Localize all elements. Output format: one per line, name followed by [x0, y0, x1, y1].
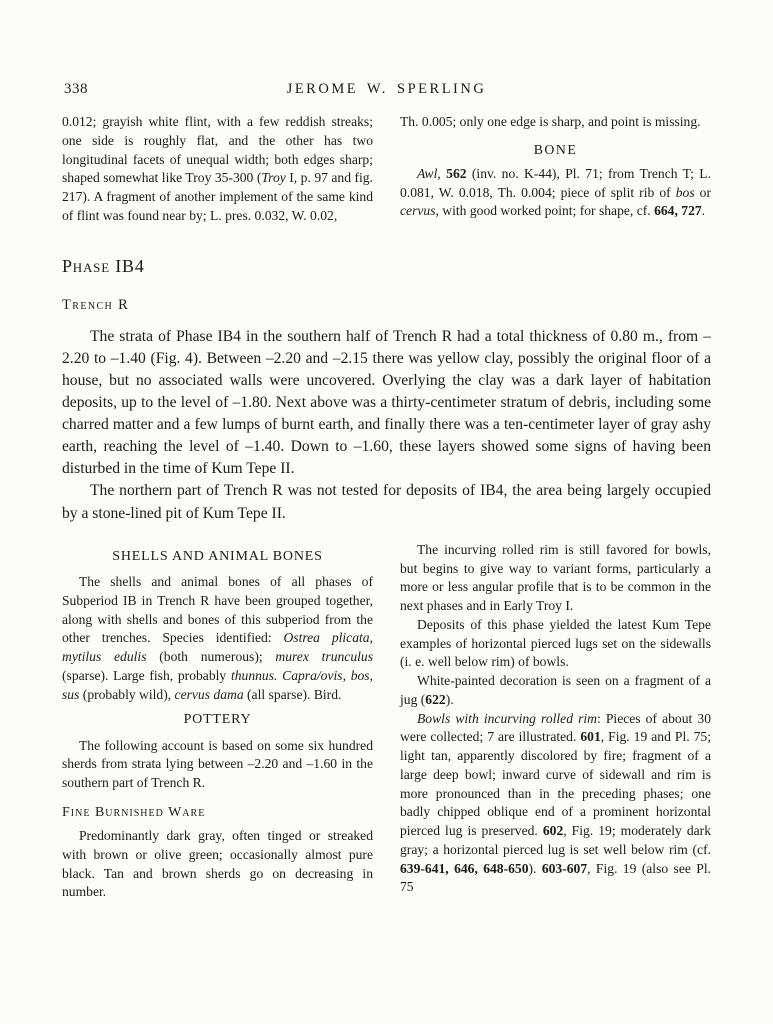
shells-paragraph: The shells and animal bones of all phases of Subperiod IB in Trench R have been grouped together, along with shells and bones of this subperiod from the other trenches. Species identified: Ostrea plicata, mytilus edulis (both numerous); murex trunculus (sparse). Large fish, probably thunnus. Capra/ovis, bos, sus (probably wild), cervus dama (all sparse). Bird.: [62, 574, 373, 702]
shells-heading: SHELLS AND ANIMAL BONES: [112, 548, 323, 564]
bone-heading: BONE: [533, 141, 578, 157]
top-right-column: [400, 113, 711, 226]
fine-burnished-ware-heading: Fine Burnished Ware: [62, 804, 206, 820]
lower-right-column: [400, 541, 711, 902]
flint-description-paragraph: 0.012; grayish white flint, with a few reddish streaks; one side is roughly flat, and the other has two longitudinal facets of unequal width; both edges sharp; shaped somewhat like Troy 35-300 (Troy I, p. 97 and fig. 217). A fragment of another implement of the same kind of flint was found near by; L. pres. 0.032, W. 0.02,: [62, 114, 373, 223]
phase-body: [62, 326, 711, 525]
white-painted-paragraph: White-painted decoration is seen on a fragment of a jug (622).: [400, 673, 711, 707]
trench-subheading: Trench R: [62, 296, 130, 313]
bone-awl-paragraph: Awl, 562 (inv. no. K-44), Pl. 71; from Trench T; L. 0.081, W. 0.018, Th. 0.004; piece of split rib of bos or cervus, with good worked point; for shape, cf. 664, 727.: [400, 165, 712, 219]
flint-continuation-paragraph: Th. 0.005; only one edge is sharp, and point is missing.: [400, 114, 701, 129]
page-number: 338: [64, 81, 88, 97]
northern-part-paragraph: The northern part of Trench R was not tested for deposits of IB4, the area being largely occupied by a stone-lined pit of Kum Tepe II.: [62, 482, 711, 522]
pottery-heading: POTTERY: [183, 712, 252, 728]
pierced-lugs-paragraph: Deposits of this phase yielded the latest Kum Tepe examples of horizontal pierced lugs set on the sidewalls (i. e. well below rim) of bowls.: [400, 616, 711, 670]
top-left-column: [62, 113, 373, 226]
bowls-catalogue-paragraph: Bowls with incurving rolled rim: Pieces of about 30 were collected; 7 are illustrated. 601, Fig. 19 and Pl. 75; light tan, apparently discolored by fire; fragment of a large deep bowl; inward curve of sidewall and rim is more pronounced than in the preceding phases; one badly chipped oblique end of a prominent horizontal pierced lug is preserved. 602, Fig. 19; moderately dark gray; a horizontal pierced lug is set well below rim (cf. 639-641, 646, 648-650). 603-607, Fig. 19 (also see Pl. 75: [400, 710, 711, 895]
running-head-row: [62, 0, 711, 98]
incurving-rim-paragraph: The incurving rolled rim is still favored for bowls, but begins to give way to variant forms, particularly a more or less angular profile that is to be common in the next phases and in Early Troy I.: [400, 541, 711, 614]
strata-paragraph: The strata of Phase IB4 in the southern half of Trench R had a total thickness of 0.80 m., from –2.20 to –1.40 (Fig. 4). Between –2.20 and –2.15 there was yellow clay, possibly the original floor of a house, but no associated walls were uncovered. Overlying the clay was a dark layer of habitation deposits, up to the level of –1.80. Next above was a thirty-centimeter stratum of debris, including some charred matter and a few lumps of burnt earth, and finally there was a ten-centimeter layer of gray ashy earth, reaching the level of –1.40. Down to –1.60, these layers showed some signs of having been disturbed in the time of Kum Tepe II.: [62, 327, 711, 478]
running-head: JEROME W. SPERLING: [286, 81, 487, 97]
lower-columns: [62, 541, 711, 902]
top-columns: [62, 113, 711, 226]
lower-left-column: [62, 541, 373, 902]
pottery-paragraph: The following account is based on some six hundred sherds from strata lying between –2.20 and –1.60 in the southern part of Trench R.: [62, 737, 373, 791]
phase-heading: Phase IB4: [62, 255, 145, 276]
ware-paragraph: Predominantly dark gray, often tinged or streaked with brown or olive green; occasionally almost pure black. Tan and brown sherds go on decreasing in number.: [62, 828, 373, 900]
